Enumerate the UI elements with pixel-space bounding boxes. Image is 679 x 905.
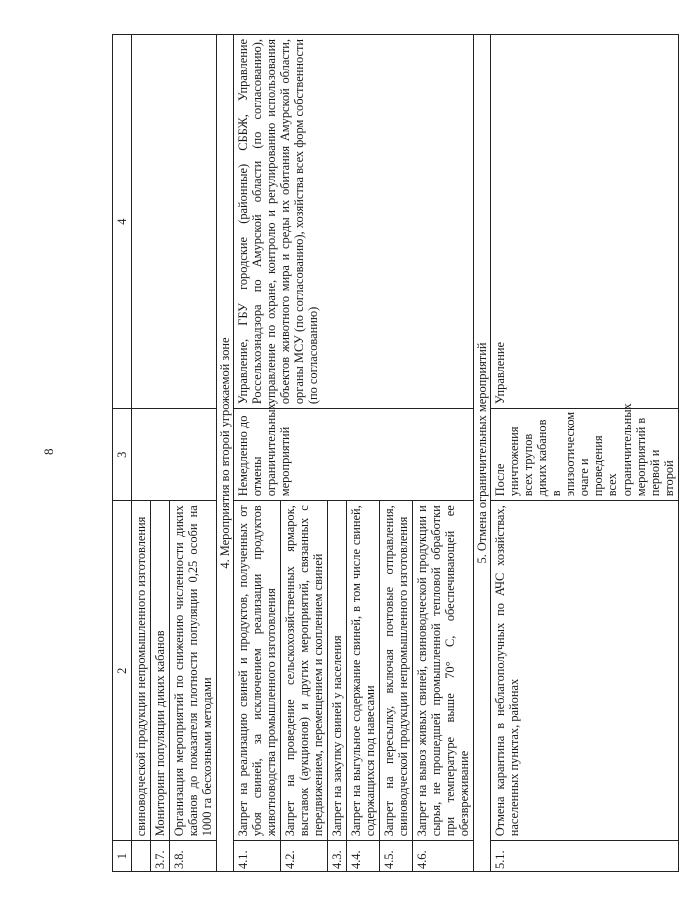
term-cell — [132, 409, 217, 501]
responsible-cell: Управление — [491, 35, 678, 409]
measure-text: Запрет на проведение сельскохозяйственных ярмарок, выставок (аукционов) и других мероприятий, связанных с передвижением, перемещением и скоплением свиней — [281, 501, 328, 841]
row-number — [132, 841, 151, 872]
responsible-cell — [132, 35, 217, 409]
row-number: 4.5. — [380, 841, 413, 872]
section-4-title: 4. Мероприятия во второй угрожаемой зоне — [217, 35, 234, 872]
row-number: 4.1. — [234, 841, 281, 872]
term-cell: Немедленно до отмены ограничительных мероприятий — [234, 409, 474, 501]
rotated-page-content — [112, 34, 676, 872]
section-header-row — [474, 35, 491, 872]
measure-text: Запрет на выгульное содержание свиней, в том числе свиней, содержащихся под навесами — [347, 501, 380, 841]
measure-text: Запрет на реализацию свиней и продуктов, полученных от убоя свиней, за исключением реализации продуктов животноводства промышленного изготовления — [234, 501, 281, 841]
column-header-2: 2 — [113, 501, 132, 841]
measure-text: свиноводческой продукции непромышленного изготовления — [132, 501, 151, 841]
column-header-row — [113, 35, 132, 872]
page-number: 8 — [41, 448, 56, 455]
row-number: 4.6. — [413, 841, 474, 872]
measure-text: Запрет на пересылку, включая почтовые отправления, свиноводческой продукции непромышленного изготовления — [380, 501, 413, 841]
measure-text: Запрет на закупку свиней у населения — [328, 501, 347, 841]
row-number: 4.3. — [328, 841, 347, 872]
table-row — [234, 35, 281, 872]
section-header-row — [217, 35, 234, 872]
responsible-cell: Управление, ГБУ городские (районные) СББЖ, Управление Россельхознадзора по Амурской области (по согласованию), управление по охране, контролю и регулированию использования объектов животного мира и среды их обитания Амурской области, органы МСУ (по согласованию), хозяйства всех форм собственности (по согласованию) — [234, 35, 474, 409]
section-5-title: 5. Отмена ограничительных мероприятий — [474, 35, 491, 872]
table-row — [132, 35, 151, 872]
measure-text: Запрет на вывоз живых свиней, свиноводческой продукции и сырья, не прошедшей промышленной тепловой обработки при температуре выше 70° С, обеспечивающей ее обезвреживание — [413, 501, 474, 841]
column-header-1: 1 — [113, 841, 132, 872]
measures-table — [112, 34, 679, 872]
table-row — [491, 35, 678, 872]
measure-text: Отмена карантина в неблагополучных по АЧС хозяйствах, населенных пунктах, районах — [491, 501, 678, 841]
measure-text: Мониторинг популяции диких кабанов — [151, 501, 170, 841]
term-cell: После уничтожения всех трупов диких кабанов в эпизоотическом очаге и проведения всех ограничительных мероприятий в первой и второй — [491, 409, 678, 501]
row-number: 3.7. — [151, 841, 170, 872]
measure-text: Организация мероприятий по снижению численности диких кабанов до показателя плотности популяции 0,25 особи на 1000 га бесхозными методами — [170, 501, 217, 841]
column-header-4: 4 — [113, 35, 132, 409]
row-number: 4.2. — [281, 841, 328, 872]
column-header-3: 3 — [113, 409, 132, 501]
row-number: 4.4. — [347, 841, 380, 872]
row-number: 5.1. — [491, 841, 678, 872]
row-number: 3.8. — [170, 841, 217, 872]
